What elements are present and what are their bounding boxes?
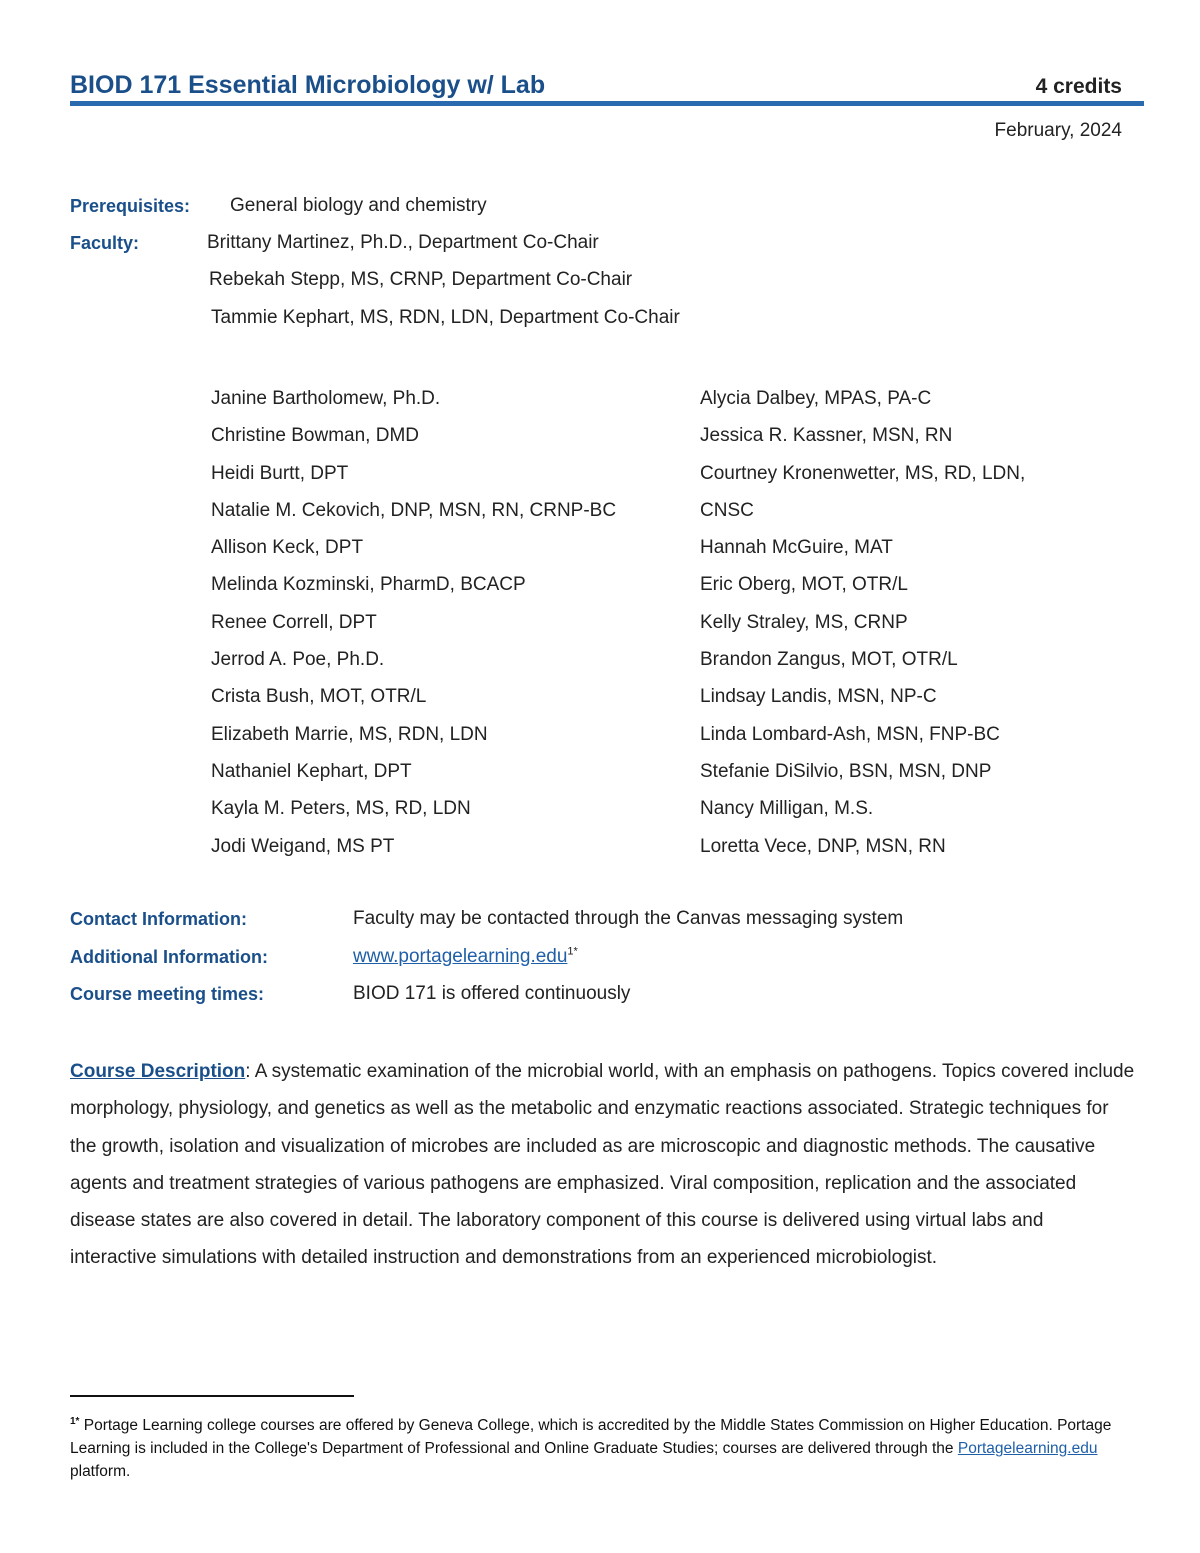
course-description-label: Course Description (70, 1061, 246, 1082)
faculty-member: Alycia Dalbey, MPAS, PA-C (700, 388, 932, 409)
faculty-member: Stefanie DiSilvio, BSN, MSN, DNP (700, 760, 992, 782)
footnote-divider (70, 1395, 354, 1397)
faculty-member: Nathaniel Kephart, DPT (211, 760, 412, 782)
faculty-member: Brandon Zangus, MOT, OTR/L (700, 649, 958, 671)
additional-information-value (353, 946, 578, 968)
faculty-member: Nancy Milligan, M.S. (700, 798, 874, 820)
portagelearning-link[interactable]: Portagelearning.edu (957, 1440, 1098, 1457)
faculty-member: Kelly Straley, MS, CRNP (700, 611, 908, 633)
faculty-list-right (700, 387, 1025, 872)
document-title: BIOD 171 Essential Microbiology w/ Lab (70, 71, 546, 99)
course-meeting-times-label: Course meeting times: (70, 984, 265, 1004)
faculty-chair: Brittany Martinez, Ph.D., Department Co-Chair (207, 232, 599, 253)
faculty-list-left (211, 387, 616, 872)
faculty-member: Christine Bowman, DMD (211, 425, 419, 447)
faculty-member: Eric Oberg, MOT, OTR/L (700, 574, 908, 596)
faculty-label: Faculty: (70, 233, 140, 253)
course-description-text: : A systematic examination of the microbial world, with an emphasis on pathogens. Topics covered include morphology, physiology, and genetics as well as the metabolic and enzymatic reactions associated. Strategic techniques for the growth, isolation and visualization of microbes are included as are microscopic and diagnostic methods. The causative agents and treatment strategies of various pathogens are emphasized. Viral composition, replication and the associated disease states are also covered in detail. The laboratory component of this course is delivered using virtual labs and interactive simulations with detailed instruction and demonstrations from an experienced microbiologist. (70, 1061, 1135, 1269)
footnote (70, 1414, 1135, 1483)
prerequisites-label: Prerequisites: (70, 196, 191, 216)
faculty-member: Courtney Kronenwetter, MS, RD, LDN, (700, 462, 1026, 484)
portage-website-link[interactable]: www.portagelearning.edu (353, 946, 568, 967)
faculty-member: Lindsay Landis, MSN, NP-C (700, 686, 937, 708)
faculty-member: Heidi Burtt, DPT (211, 462, 349, 484)
faculty-member: Loretta Vece, DNP, MSN, RN (700, 835, 946, 857)
contact-information-label: Contact Information: (70, 909, 247, 929)
faculty-member: Allison Keck, DPT (211, 537, 364, 559)
faculty-member: Crista Bush, MOT, OTR/L (211, 686, 427, 708)
faculty-member: Renee Correll, DPT (211, 611, 377, 633)
document-date: February, 2024 (994, 120, 1122, 141)
title-divider (70, 101, 1144, 106)
prerequisites-value: General biology and chemistry (230, 195, 487, 216)
faculty-member: Linda Lombard-Ash, MSN, FNP-BC (700, 723, 1000, 745)
faculty-member: Kayla M. Peters, MS, RD, LDN (211, 798, 471, 820)
faculty-member: Janine Bartholomew, Ph.D. (211, 388, 441, 409)
credits-label: 4 credits (1035, 75, 1122, 98)
course-description (70, 1053, 1135, 1277)
faculty-member: CNSC (700, 499, 754, 521)
footnote-text: Portage Learning college courses are offered by Geneva College, which is accredited by the Middle States Commission on Higher Education. Portage Learning is included in the College's Department of Professional and Online Graduate Studies; courses are delivered through the (70, 1417, 1112, 1457)
faculty-chair: Rebekah Stepp, MS, CRNP, Department Co-Chair (209, 269, 633, 290)
additional-information-label: Additional Information: (70, 947, 268, 967)
footnote-text-end: platform. (70, 1463, 131, 1480)
faculty-member: Jessica R. Kassner, MSN, RN (700, 425, 953, 447)
faculty-member: Melinda Kozminski, PharmD, BCACP (211, 574, 526, 596)
course-meeting-times-value: BIOD 171 is offered continuously (353, 983, 631, 1004)
contact-information-value: Faculty may be contacted through the Canvas messaging system (353, 908, 904, 929)
faculty-member: Hannah McGuire, MAT (700, 537, 893, 559)
footnote-reference: 1* (567, 945, 578, 958)
faculty-member: Elizabeth Marrie, MS, RDN, LDN (211, 723, 488, 745)
faculty-member: Jerrod A. Poe, Ph.D. (211, 649, 385, 671)
faculty-member: Natalie M. Cekovich, DNP, MSN, RN, CRNP-BC (211, 499, 617, 521)
faculty-chair: Tammie Kephart, MS, RDN, LDN, Department Co-Chair (211, 307, 680, 328)
footnote-marker: 1* (70, 1415, 80, 1427)
faculty-member: Jodi Weigand, MS PT (211, 835, 395, 857)
